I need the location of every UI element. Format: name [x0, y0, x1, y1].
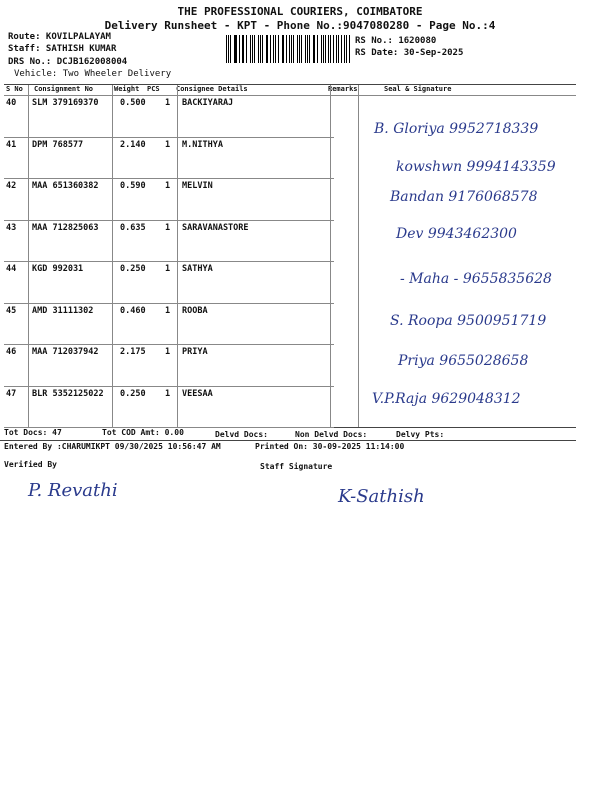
row-consignment-no: BLR 5352125022: [32, 388, 104, 399]
row-consignee: VEESAA: [182, 388, 213, 399]
row-sno: 41: [6, 139, 17, 150]
row-consignment-no: MAA 712825063: [32, 222, 99, 233]
row-consignment-no: MAA 712037942: [32, 347, 99, 357]
row-weight: 0.590: [120, 181, 146, 191]
delivered-docs: Delvd Docs:: [215, 430, 268, 439]
staff-signature: K-Sathish: [338, 486, 425, 507]
row-weight: 2.175: [120, 347, 146, 357]
total-cod: Tot COD Amt: 0.00: [102, 428, 184, 437]
rs-number: RS No.: 1620080: [355, 36, 437, 46]
col-header-weight: Weight: [114, 85, 140, 93]
route-label: Route: KOVILPALAYAM: [8, 32, 111, 42]
runsheet-table: [4, 84, 576, 428]
row-sno: 42: [6, 181, 17, 191]
recipient-signature: V.P.Raja 9629048312: [372, 391, 521, 407]
row-consignee: SATHYA: [182, 264, 213, 274]
row-consignment-no: MAA 651360382: [32, 181, 99, 191]
recipient-signature: Priya 9655028658: [398, 353, 529, 369]
company-title: THE PROFESSIONAL COURIERS, COIMBATORE: [177, 5, 423, 18]
recipient-signature: Bandan 9176068578: [390, 189, 538, 205]
recipient-signature: B. Gloriya 9952718339: [374, 121, 539, 137]
row-weight: 0.250: [120, 388, 146, 399]
row-consignee: PRIYA: [182, 347, 208, 357]
row-weight: 0.250: [120, 264, 146, 274]
col-header-signature: Seal & Signature: [384, 85, 452, 93]
row-consignee: BACKIYARAJ: [182, 98, 234, 108]
col-header-consignment: Consignment No: [34, 85, 94, 93]
row-consignment-no: SLM 379169370: [32, 98, 99, 108]
row-consignment-no: DPM 768577: [32, 139, 84, 150]
vehicle-label: Vehicle: Two Wheeler Delivery: [14, 69, 172, 79]
non-delivered-docs: Non Delvd Docs:: [295, 430, 368, 439]
verified-by-label: Verified By: [4, 460, 57, 469]
row-sno: 46: [6, 347, 17, 357]
barcode: [226, 35, 352, 63]
col-header-sno: S No: [6, 85, 23, 93]
footer-divider: [0, 440, 576, 441]
row-consignee: SARAVANASTORE: [182, 222, 249, 233]
row-weight: 0.500: [120, 98, 146, 108]
total-docs: Tot Docs: 47: [4, 428, 62, 437]
row-pcs: 1: [165, 264, 171, 274]
col-header-pcs: PCS: [147, 85, 160, 93]
row-sno: 44: [6, 264, 17, 274]
row-sno: 43: [6, 222, 17, 233]
verified-signature: P. Revathi: [28, 480, 118, 501]
row-pcs: 1: [165, 181, 171, 191]
entered-by: Entered By :CHARUMIKPT 09/30/2025 10:56:47 AM: [4, 442, 221, 451]
recipient-signature: Dev 9943462300: [396, 226, 517, 242]
row-consignee: ROOBA: [182, 305, 208, 316]
recipient-signature: kowshwn 9994143359: [396, 159, 556, 175]
row-consignment-no: KGD 992031: [32, 264, 84, 274]
row-consignee: MELVIN: [182, 181, 213, 191]
runsheet-subtitle: Delivery Runsheet - KPT - Phone No.:9047080280 - Page No.:4: [104, 19, 496, 32]
row-pcs: 1: [165, 139, 171, 150]
col-header-consignee: Consignee Details: [176, 85, 248, 93]
row-weight: 2.140: [120, 139, 146, 150]
row-consignment-no: AMD 31111302: [32, 305, 94, 316]
printed-on: Printed On: 30-09-2025 11:14:00: [255, 442, 405, 451]
row-pcs: 1: [165, 98, 171, 108]
staff-label: Staff: SATHISH KUMAR: [8, 44, 117, 54]
row-weight: 0.460: [120, 305, 146, 316]
row-consignee: M.NITHYA: [182, 139, 223, 150]
row-pcs: 1: [165, 347, 171, 357]
row-pcs: 1: [165, 388, 171, 399]
row-pcs: 1: [165, 305, 171, 316]
rs-date: RS Date: 30-Sep-2025: [355, 48, 464, 58]
row-pcs: 1: [165, 222, 171, 233]
row-sno: 40: [6, 98, 17, 108]
drs-number: DRS No.: DCJB162008004: [8, 57, 128, 67]
row-sno: 47: [6, 388, 17, 399]
delivery-points: Delvy Pts:: [396, 430, 445, 439]
row-weight: 0.635: [120, 222, 146, 233]
staff-signature-label: Staff Signature: [260, 462, 333, 471]
row-sno: 45: [6, 305, 17, 316]
recipient-signature: S. Roopa 9500951719: [390, 313, 547, 329]
recipient-signature: - Maha - 9655835628: [400, 271, 552, 287]
col-header-remarks: Remarks: [328, 85, 358, 93]
